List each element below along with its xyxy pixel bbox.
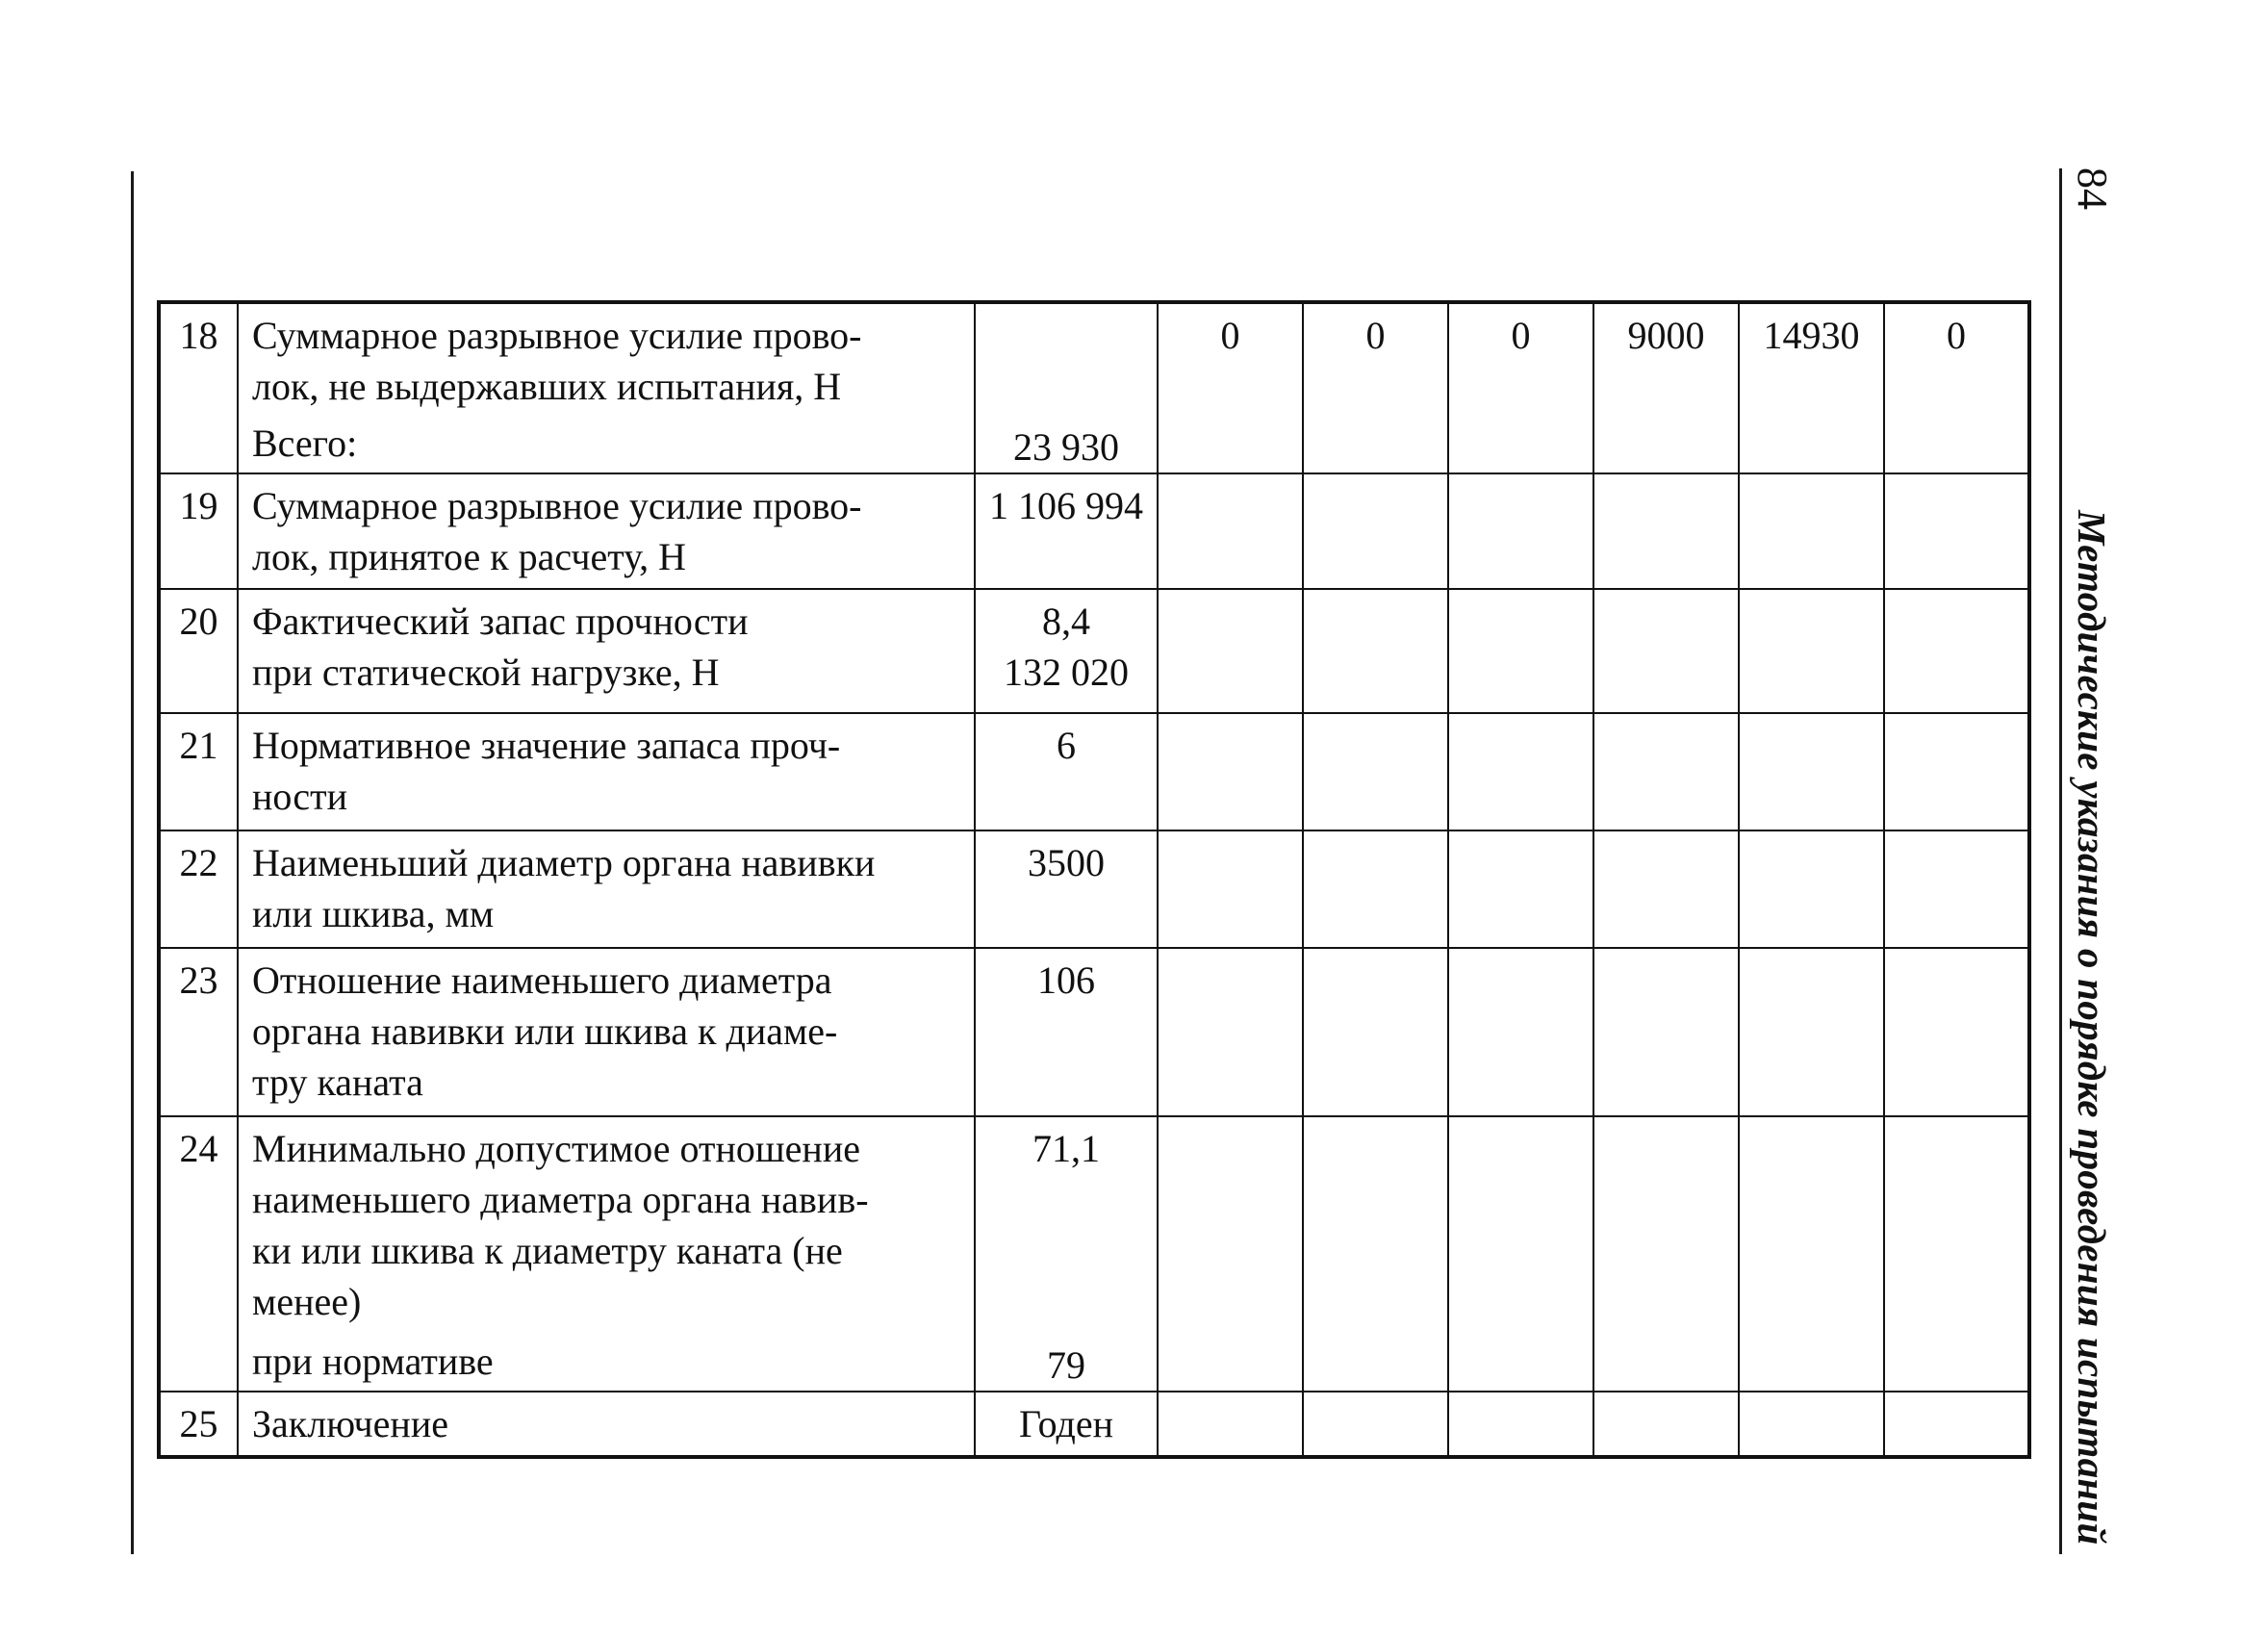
- row-description: [238, 948, 975, 1116]
- row-number: 21: [159, 713, 238, 830]
- object-cell: [1158, 589, 1303, 713]
- description-line: наименьшего диаметра органа навив-: [252, 1178, 869, 1221]
- description-line: или шкива, мм: [252, 892, 495, 935]
- description-line: тру каната: [252, 1060, 423, 1104]
- object-cell: [1448, 1392, 1593, 1457]
- object-cell: 9000: [1593, 302, 1739, 473]
- object-cell: [1303, 830, 1448, 948]
- row-value: 1 106 994: [975, 473, 1158, 589]
- row-number: 25: [159, 1392, 238, 1457]
- row-description: [238, 302, 975, 473]
- object-cell: 14930: [1739, 302, 1884, 473]
- table-row: [159, 589, 2029, 713]
- row-value: Годен: [975, 1392, 1158, 1457]
- row-description: [238, 713, 975, 830]
- object-cell: [1593, 948, 1739, 1116]
- row-description: [238, 1116, 975, 1392]
- object-cell: [1303, 1392, 1448, 1457]
- value-line: 71,1: [1032, 1127, 1100, 1170]
- description-line: ности: [252, 775, 348, 818]
- table-row: [159, 830, 2029, 948]
- row-number: 23: [159, 948, 238, 1116]
- object-cell: [1739, 473, 1884, 589]
- description-line: ки или шкива к диаметру каната (не: [252, 1229, 843, 1272]
- object-cell: [1884, 473, 2029, 589]
- object-cell: [1448, 713, 1593, 830]
- row-number: 18: [159, 302, 238, 473]
- row-value: [975, 589, 1158, 713]
- object-cell: [1739, 589, 1884, 713]
- table-row: [159, 948, 2029, 1116]
- description-line: Суммарное разрывное усилие прово-: [252, 314, 862, 357]
- description-line: Наименьший диаметр органа навивки: [252, 841, 876, 884]
- row-value: [975, 302, 1158, 473]
- object-cell: [1739, 1116, 1884, 1392]
- object-cell: [1593, 1392, 1739, 1457]
- row-number: 19: [159, 473, 238, 589]
- object-cell: [1303, 589, 1448, 713]
- object-cell: [1303, 1116, 1448, 1392]
- object-cell: [1593, 1116, 1739, 1392]
- object-cell: [1884, 830, 2029, 948]
- object-cell: [1884, 713, 2029, 830]
- row-description: [238, 830, 975, 948]
- row-number: 22: [159, 830, 238, 948]
- table-row: [159, 713, 2029, 830]
- description-line: Заключение: [252, 1402, 448, 1445]
- object-cell: [1448, 589, 1593, 713]
- object-cell: [1739, 713, 1884, 830]
- object-cell: 0: [1303, 302, 1448, 473]
- description-line: органа навивки или шкива к диаме-: [252, 1009, 838, 1053]
- object-cell: [1884, 1392, 2029, 1457]
- object-cell: [1593, 589, 1739, 713]
- object-cell: 0: [1448, 302, 1593, 473]
- object-cell: [1448, 1116, 1593, 1392]
- object-cell: [1158, 713, 1303, 830]
- table-row: [159, 1116, 2029, 1392]
- description-line: Отношение наименьшего диаметра: [252, 958, 832, 1002]
- table-row: [159, 302, 2029, 473]
- row-number: 20: [159, 589, 238, 713]
- row-description: [238, 473, 975, 589]
- row-value: [975, 1116, 1158, 1392]
- object-cell: [1884, 948, 2029, 1116]
- description-total-label: Всего:: [252, 422, 358, 465]
- description-line: лок, принятое к расчету, Н: [252, 535, 687, 578]
- object-cell: [1158, 1116, 1303, 1392]
- description-line: Фактический запас прочности: [252, 600, 749, 643]
- object-cell: [1739, 1392, 1884, 1457]
- row-value: 6: [975, 713, 1158, 830]
- left-margin-rule: [131, 171, 134, 1554]
- right-margin-rule: [2059, 168, 2062, 1554]
- running-header: Методические указания о порядке проведения испытаний: [2070, 510, 2114, 1546]
- description-line: Нормативное значение запаса проч-: [252, 724, 841, 767]
- row-description: [238, 1392, 975, 1457]
- description-line: Минимально допустимое отношение: [252, 1127, 860, 1170]
- object-cell: [1593, 473, 1739, 589]
- object-cell: [1739, 948, 1884, 1116]
- object-cell: [1303, 713, 1448, 830]
- value-line: 8,4: [1042, 600, 1090, 643]
- results-table: [157, 300, 2031, 1459]
- object-cell: [1593, 713, 1739, 830]
- object-cell: [1884, 1116, 2029, 1392]
- row-number: 24: [159, 1116, 238, 1392]
- object-cell: [1448, 830, 1593, 948]
- object-cell: [1448, 948, 1593, 1116]
- normative-value: 79: [1047, 1343, 1085, 1387]
- description-line: Суммарное разрывное усилие прово-: [252, 484, 862, 527]
- object-cell: [1593, 830, 1739, 948]
- row-description: [238, 589, 975, 713]
- object-cell: [1739, 830, 1884, 948]
- page-number: 84: [2069, 167, 2116, 210]
- table-row: [159, 473, 2029, 589]
- object-cell: [1303, 473, 1448, 589]
- description-normative-label: при нормативе: [252, 1340, 494, 1383]
- description-line: при статической нагрузке, Н: [252, 651, 720, 694]
- object-cell: 0: [1884, 302, 2029, 473]
- object-cell: [1884, 589, 2029, 713]
- object-cell: [1158, 473, 1303, 589]
- table-row: [159, 1392, 2029, 1457]
- total-value: 23 930: [1013, 425, 1119, 469]
- value-line: 132 020: [1004, 651, 1129, 694]
- object-cell: [1158, 830, 1303, 948]
- object-cell: [1303, 948, 1448, 1116]
- object-cell: [1448, 473, 1593, 589]
- object-cell: [1158, 948, 1303, 1116]
- description-line: лок, не выдержавших испытания, Н: [252, 365, 842, 408]
- description-line: менее): [252, 1280, 362, 1323]
- row-value: 106: [975, 948, 1158, 1116]
- row-value: 3500: [975, 830, 1158, 948]
- object-cell: 0: [1158, 302, 1303, 473]
- object-cell: [1158, 1392, 1303, 1457]
